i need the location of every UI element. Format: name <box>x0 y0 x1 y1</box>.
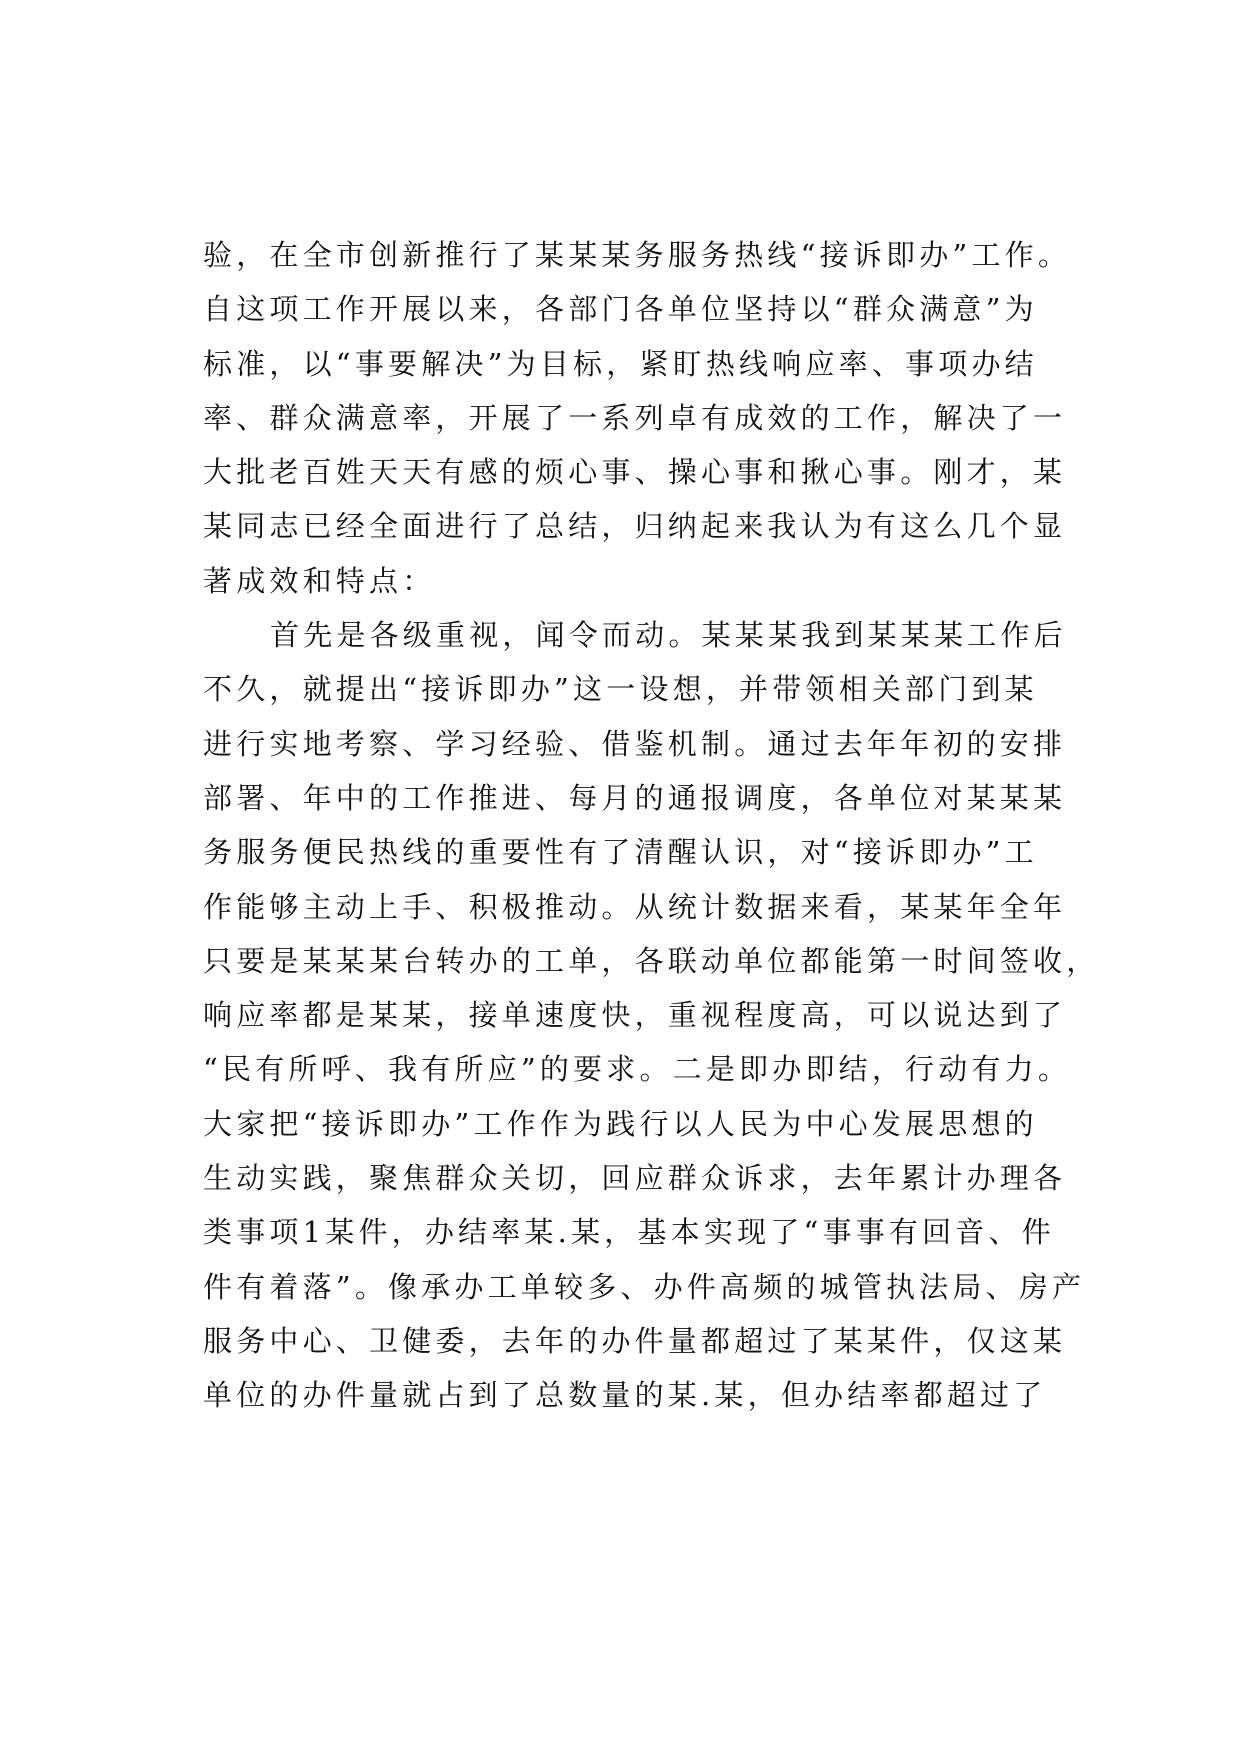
text-line-12: 务服务便民热线的重要性有了清醒认识，对“接诉即办”工 <box>203 835 1038 870</box>
text-line-13: 作能够主动上手、积极推动。从统计数据来看，某某年全年 <box>203 889 1067 924</box>
text-line-22: 单位的办件量就占到了总数量的某.某，但办结率都超过了 <box>203 1378 1047 1413</box>
text-line-14: 只要是某某某台转办的工单，各联动单位都能第一时间签收， <box>203 943 1100 978</box>
text-line-2: 自这项工作开展以来，各部门各单位坚持以“群众满意”为 <box>203 292 1038 327</box>
text-line-16: “民有所呼、我有所应”的要求。二是即办即结，行动有力。 <box>203 1052 1072 1087</box>
text-line-8: 首先是各级重视，闻令而动。某某某我到某某某工作后 <box>270 618 1067 653</box>
text-line-7: 著成效和特点： <box>203 563 436 598</box>
text-line-6: 某同志已经全面进行了总结，归纳起来我认为有这么几个显 <box>203 509 1067 544</box>
text-line-4: 率、群众满意率，开展了一系列卓有成效的工作，解决了一 <box>203 400 1067 435</box>
text-line-9: 不久，就提出“接诉即办”这一设想，并带领相关部门到某 <box>203 672 1038 707</box>
text-line-18: 生动实践，聚焦群众关切，回应群众诉求，去年累计办理各 <box>203 1161 1067 1196</box>
text-line-1: 验，在全市创新推行了某某某务服务热线“接诉即办”工作。 <box>203 238 1072 272</box>
text-line-21: 服务中心、卫健委，去年的办件量都超过了某某件，仅这某 <box>203 1323 1067 1358</box>
text-line-11: 部署、年中的工作推进、每月的通报调度，各单位对某某某 <box>203 780 1067 815</box>
text-line-15: 响应率都是某某，接单速度快，重视程度高，可以说达到了 <box>203 998 1067 1033</box>
text-line-20: 件有着落”。像承办工单较多、办件高频的城管执法局、房产 <box>203 1269 1086 1304</box>
text-line-5: 大批老百姓天天有感的烦心事、操心事和揪心事。刚才，某 <box>203 455 1067 490</box>
text-line-17: 大家把“接诉即办”工作作为践行以人民为中心发展思想的 <box>203 1106 1038 1141</box>
body-text <box>203 228 1100 1423</box>
text-line-19: 类事项1某件，办结率某.某，基本实现了“事事有回音、件 <box>203 1215 1055 1250</box>
text-line-10: 进行实地考察、学习经验、借鉴机制。通过去年年初的安排 <box>203 726 1067 761</box>
text-line-3: 标准，以“事要解决”为目标，紧盯热线响应率、事项办结 <box>203 346 1038 381</box>
